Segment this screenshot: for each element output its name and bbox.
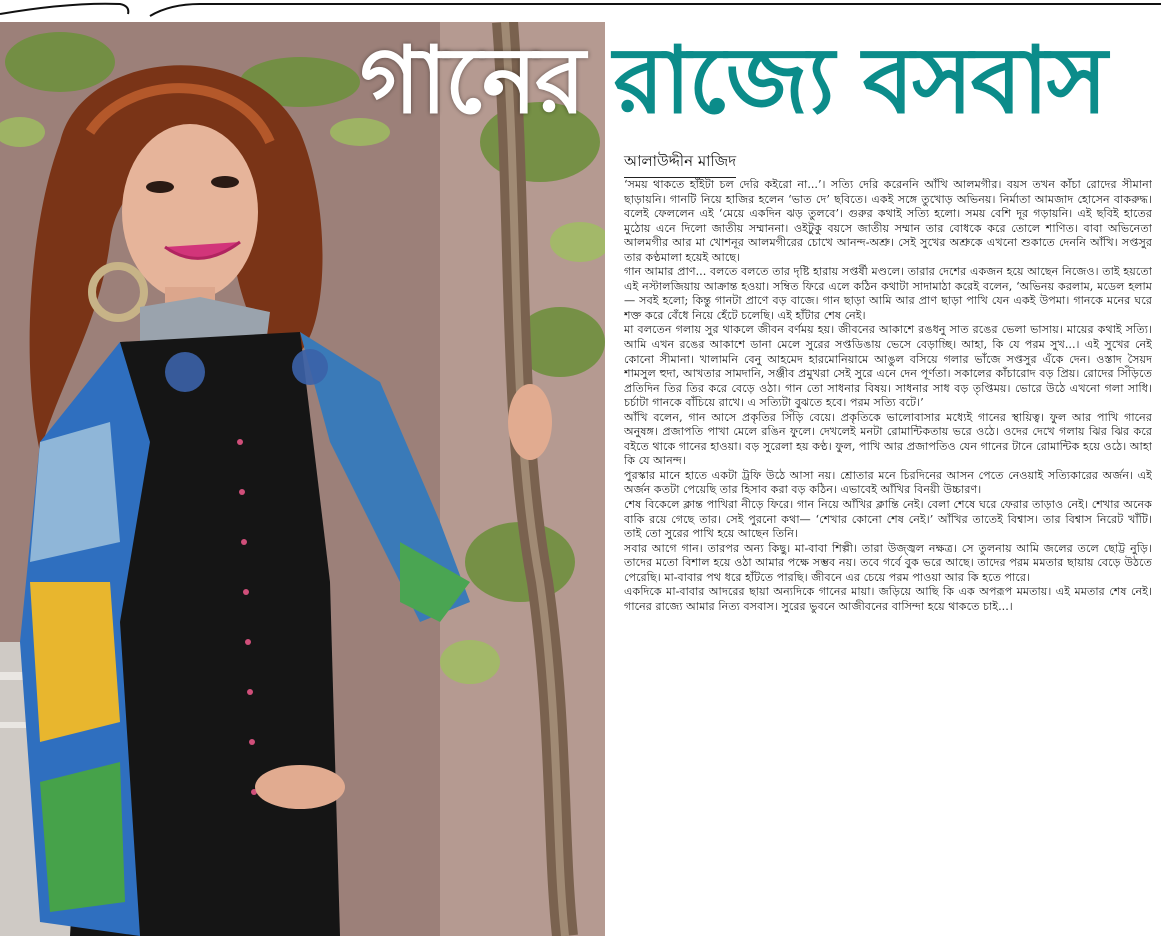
article-paragraph: গান আমার প্রাণ... বলতে বলতে তার দৃষ্টি হারায় সপ্তর্ষী মণ্ডলে। তারার দেশের একজন হয়ে আছেন নিজেও। তাই হয়তো এই নস্টালজিয়ায় আক্রান্ত হওয়া। সম্বিত ফিরে এলে কঠিন কথাটা সাদামাঠা করেই বলেন, ‘অভিনয় করলাম, মডেল হলাম— সবই হলো; কিন্তু গানটা প্রাণে বড় বাজে। গান ছাড়া আমি আর প্রাণ ছাড়া পাখি যেন একই উপমা। গানকে মনের ঘরে শক্ত করে বেঁধে নিয়ে হেঁটে চলেছি। এই হাঁটার শেষ নেই।	[624, 265, 1152, 322]
article-paragraph: আঁখি বলেন, গান আসে প্রকৃতির সিঁড়ি বেয়ে। প্রকৃতিকে ভালোবাসার মধ্যেই গানের স্থায়িত্ব। ফুল আর পাখি গানের অনুষঙ্গ। প্রজাপতি পাখা মেলে রঙিন ফুলে। দেখলেই মনটা রোমান্টিকতায় ভরে ওঠে। ওদের দেখে গলায় ঝির ঝির করে বইতে থাকে গানের হাওয়া। বড় সুরেলা হয় কণ্ঠ। ফুল, পাখি আর প্রজাপতিও যেন গানের টানে রোমান্টিক হয়ে ওঠে। আহা কি যে আনন্দ।	[624, 410, 1152, 468]
headline-word-2: রাজ্যে বসবাস	[613, 26, 1106, 134]
article-paragraph: ‘সময় থাকতে হাঁইটা চল দেরি কইরো না...’। সত্যি দেরি করেননি আঁখি আলমগীর। বয়স তখন কাঁচা রোদের সীমানা ছাড়ায়নি। গানটি নিয়ে হাজির হলেন ‘ভাত দে’ ছবিতে। একই সঙ্গে তুখোড় অভিনয়। নির্মাতা আমজাদ হোসেন বাকরুদ্ধ। বলেই ফেললেন এই ‘মেয়ে একদিন ঝড় তুলবে’। গুরুর কথাই সত্যি হলো। সময় বেশি দূর গড়ায়নি। এই ছবিই হাতের মুঠোয় এনে দিলো জাতীয় সম্মাননা। ওইটুকু বয়সে জাতীয় সম্মান তার বোধকে করে তোলে শাণিত। বাবা অভিনেতা আলমগীর আর মা খোশনূর আলমগীরের চোখে আনন্দ-অশ্রু। সেই সুখের অশ্রুকে এখনো শুকাতে দেননি আঁখি। সপ্তসুর তার কণ্ঠমালা হয়েই আছে।	[624, 178, 1152, 264]
article-paragraph: সবার আগে গান। তারপর অন্য কিছু। মা-বাবা শিল্পী। তারা উজ্জ্বল নক্ষত্র। সে তুলনায় আমি জলের তলে ছোট্ট নুড়ি। তাদের মতো বিশাল হয়ে ওঠা আমার পক্ষে সম্ভব নয়। তবে গর্বে বুক ভরে আছে। তাদের পরম মমতার ছায়ায় বেড়ে উঠতে পেরেছি। মা-বাবার পথ ধরে হাঁটতে পারছি। জীবনে এর চেয়ে পরম পাওয়া আর কি হতে পারে।	[624, 541, 1152, 584]
page-top-border	[0, 0, 1161, 22]
article-photo	[0, 22, 605, 936]
article-paragraph: মা বলতেন গলায় সুর থাকলে জীবন বর্ণময় হয়। জীবনের আকাশে রঙধনু সাত রঙের ভেলা ভাসায়। মায়ের কথাই সত্যি। আমি এখন রঙের আকাশে ডানা মেলে সুরের সপ্তডিঙায় ভেসে বেড়াচ্ছি। আহা, কি যে পরম সুখ...। এই সুখের নেই কোনো সীমানা। খালামনি বেনু আহমেদ হারমোনিয়ামে আঙুল বসিয়ে গলার ভাঁজে সপ্তসুর এঁকে দেন। ওস্তাদ সৈয়দ শামসুল হুদা, আখতার সামদানি, সঞ্জীব প্রমুখরা সেই সুরে এনে দেন পূর্ণতা। সকালের কাঁচারোদ বড় প্রিয়। রোদের সিঁড়িতে প্রতিদিন তির তির করে বেড়ে ওঠা। গান তো সাধনার বিষয়। সাধনার সাধ বড় তৃপ্তিময়। ভোরে উঠে এখনো গলা সাধি। চর্চাটা গানকে বাঁচিয়ে রাখে। এ সত্যিটা বুঝতে হবে। পরম সত্যি বটে।’	[624, 323, 1152, 410]
headline-word-1: গানের	[360, 26, 584, 134]
headline	[360, 20, 1160, 140]
article-paragraph: একদিকে মা-বাবার আদরের ছায়া অন্যদিকে গানের মায়া। জড়িয়ে আছি কি এক অপরূপ মমতায়। এই মমতার শেষ নেই। গানের রাজ্যে আমার নিত্য বসবাস। সুরের ভুবনে আজীবনের বাসিন্দা হয়ে থাকতে চাই...।	[624, 585, 1152, 613]
article-body	[624, 178, 1152, 930]
article-paragraph: পুরস্কার মানে হাতে একটা ট্রফি উঠে আসা নয়। শ্রোতার মনে চিরদিনের আসন পেতে নেওয়াই সত্যিকারের অর্জন। এই অর্জন কতটা পেয়েছি তার হিসাব করা বড় কঠিন। এভাবেই আঁখির বিনয়ী উচ্চারণ।	[624, 468, 1152, 497]
author-byline: আলাউদ্দীন মাজিদ	[624, 150, 736, 178]
article-paragraph: শেষ বিকেলে ক্লান্ত পাখিরা নীড়ে ফিরে। গান নিয়ে আঁখির ক্লান্তি নেই। বেলা শেষে ঘরে ফেরার তাড়াও নেই। শেখার অনেক বাকি রয়ে গেছে তার। সেই পুরনো কথা— ‘শেখার কোনো শেষ নেই।’ আঁখির তাতেই বিশ্বাস। তার বিশ্বাস নিরেট খাঁটি। তাই তো সুরের পাখি হয়ে আছেন তিনি।	[624, 498, 1152, 541]
